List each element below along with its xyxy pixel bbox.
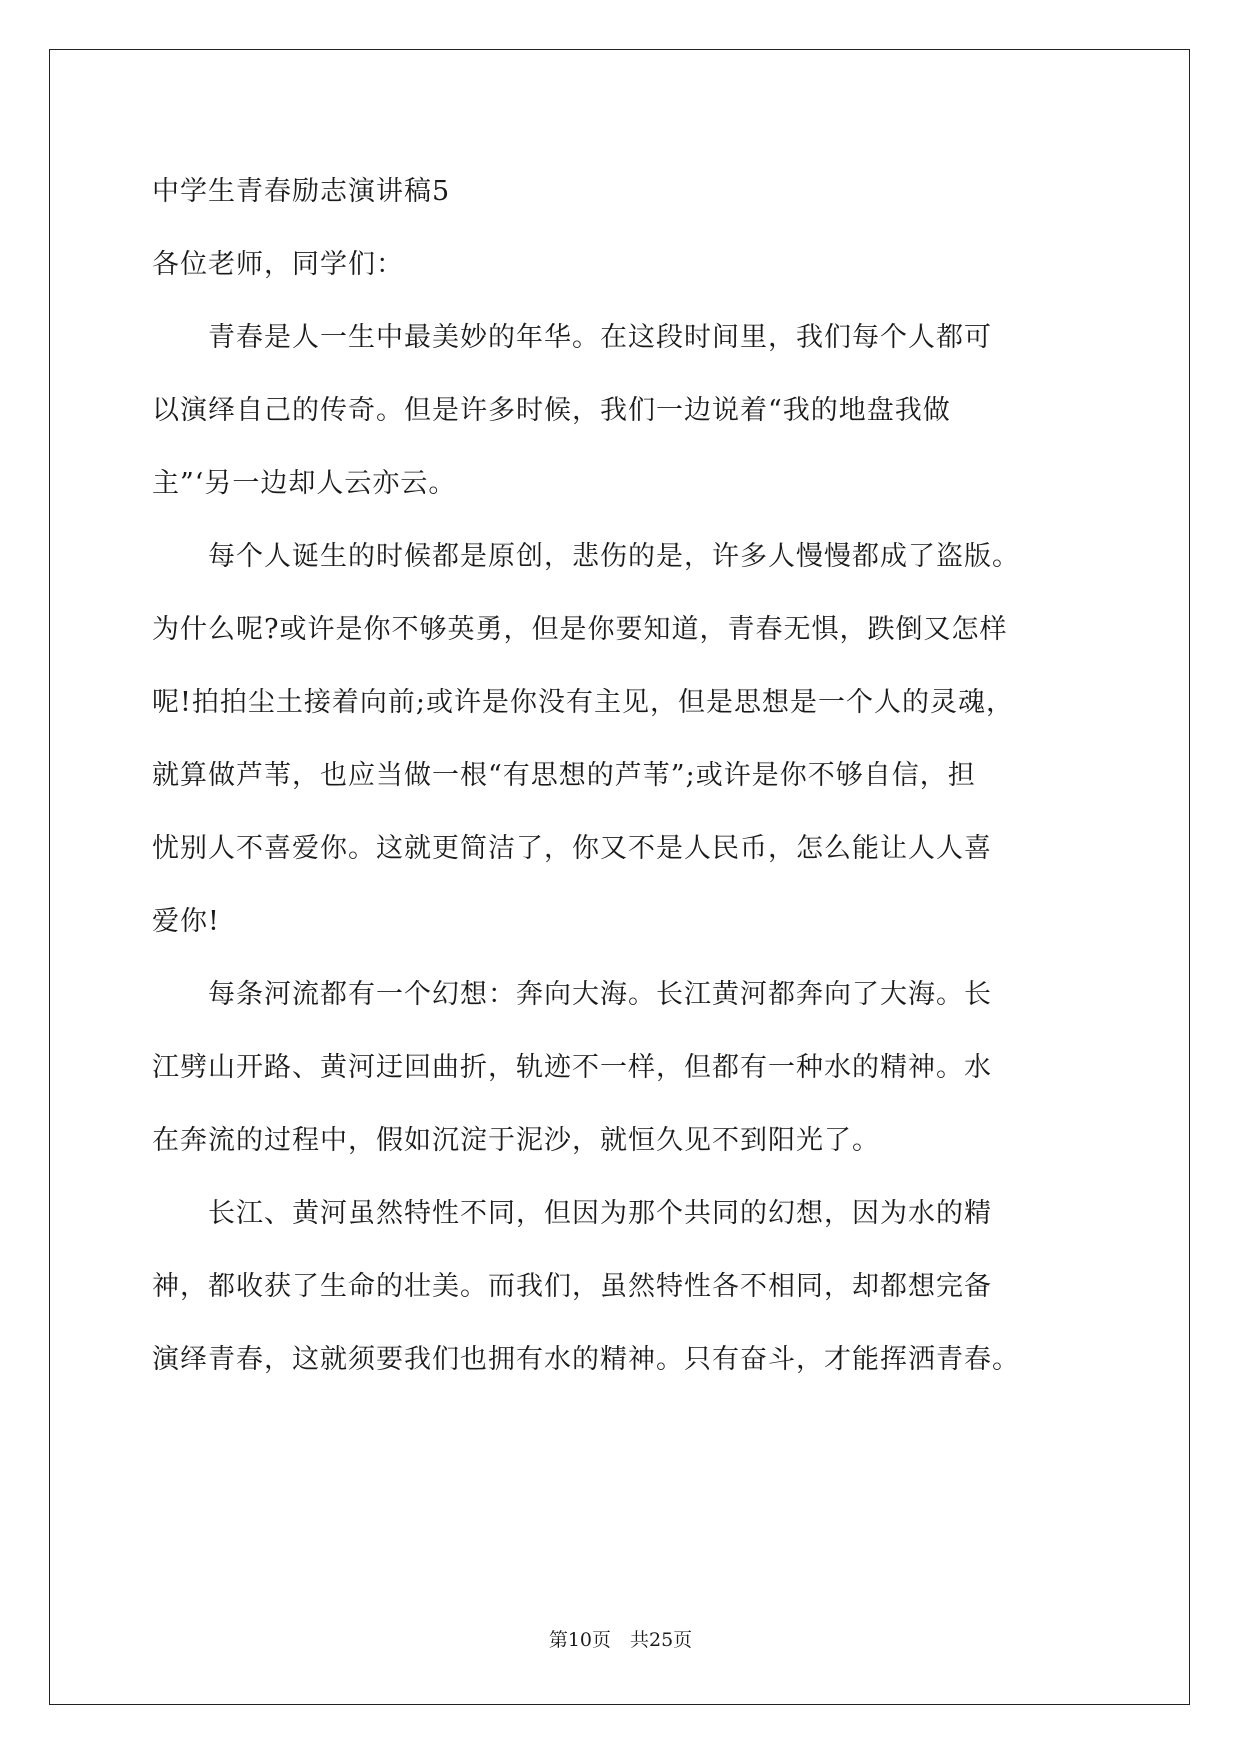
body-line-12: 在奔流的过程中，假如沉淀于泥沙，就恒久见不到阳光了。 — [152, 1125, 880, 1156]
body-line-2: 以演绎自己的传奇。但是许多时候，我们一边说着“我的地盘我做 — [152, 395, 951, 426]
page-number-footer: 第10页 共25页 — [548, 1629, 693, 1651]
body-line-10: 每条河流都有一个幻想：奔向大海。长江黄河都奔向了大海。长 — [152, 979, 992, 1010]
salutation: 各位老师，同学们： — [152, 249, 404, 280]
body-line-1: 青春是人一生中最美妙的年华。在这段时间里，我们每个人都可 — [152, 322, 992, 353]
body-line-11: 江劈山开路、黄河迂回曲折，轨迹不一样，但都有一种水的精神。水 — [152, 1052, 992, 1083]
document-title: 中学生青春励志演讲稿5 — [152, 176, 451, 207]
body-line-15: 演绎青春，这就须要我们也拥有水的精神。只有奋斗，才能挥洒青春。 — [152, 1344, 1020, 1375]
body-line-4: 每个人诞生的时候都是原创，悲伤的是，许多人慢慢都成了盗版。 — [152, 541, 1020, 572]
body-line-7: 就算做芦苇，也应当做一根“有思想的芦苇”;或许是你不够自信，担 — [152, 760, 976, 791]
page-border — [49, 49, 1190, 1705]
body-line-8: 忧别人不喜爱你。这就更简洁了，你又不是人民币，怎么能让人人喜 — [152, 833, 992, 864]
body-line-13: 长江、黄河虽然特性不同，但因为那个共同的幻想，因为水的精 — [152, 1198, 992, 1229]
body-line-3: 主”‘另一边却人云亦云。 — [152, 468, 457, 499]
body-line-9: 爱你! — [152, 906, 220, 937]
body-line-6: 呢!拍拍尘土接着向前;或许是你没有主见，但是思想是一个人的灵魂， — [152, 687, 1014, 718]
body-line-14: 神，都收获了生命的壮美。而我们，虽然特性各不相同，却都想完备 — [152, 1271, 992, 1302]
body-line-5: 为什么呢?或许是你不够英勇，但是你要知道，青春无惧，跌倒又怎样 — [152, 614, 1008, 645]
